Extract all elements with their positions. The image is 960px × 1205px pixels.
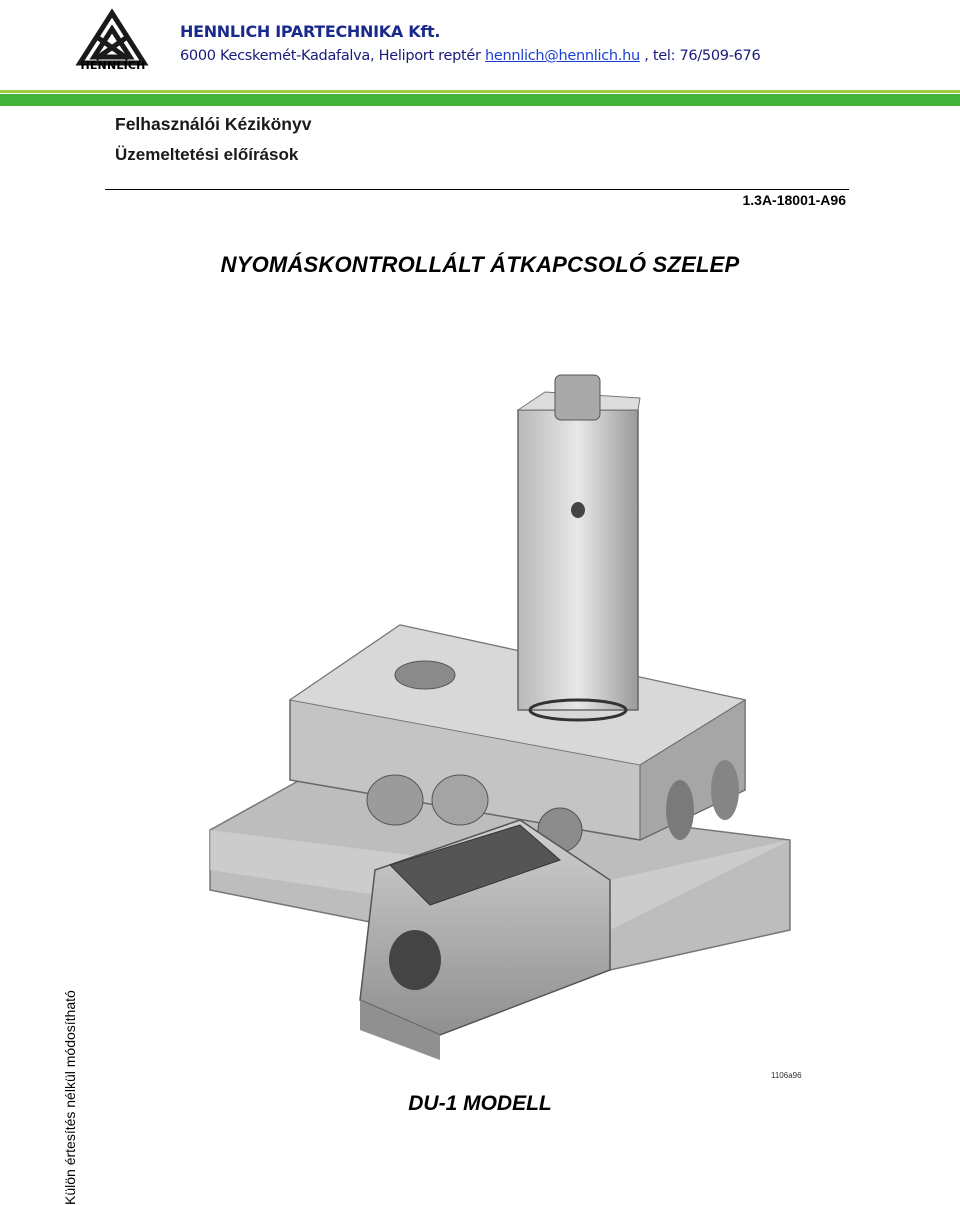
title-rule bbox=[105, 189, 849, 190]
document-code: 1.3A-18001-A96 bbox=[742, 192, 846, 208]
company-address bbox=[180, 48, 760, 64]
email-link[interactable]: hennlich@hennlich.hu bbox=[485, 48, 640, 64]
document-subtitle: Üzemeltetési előírások bbox=[115, 145, 299, 164]
address-text: 6000 Kecskemét-Kadafalva, Heliport reptér bbox=[180, 48, 485, 64]
document-title: Felhasználói Kézikönyv bbox=[115, 114, 312, 134]
company-name: HENNLICH IPARTECHNIKA Kft. bbox=[180, 22, 441, 41]
valve-product-image bbox=[200, 370, 810, 1060]
side-note: Külön értesítés nélkül módosítható bbox=[62, 990, 78, 1205]
figure-code: 1106a96 bbox=[771, 1071, 802, 1080]
main-title: NYOMÁSKONTROLLÁLT ÁTKAPCSOLÓ SZELEP bbox=[220, 252, 740, 277]
header-divider bbox=[0, 94, 960, 106]
logo-text: HENNLICH bbox=[80, 59, 146, 72]
header-divider-thin bbox=[0, 90, 960, 93]
model-caption: DU-1 MODELL bbox=[408, 1092, 552, 1115]
phone-text: , tel: 76/509-676 bbox=[639, 48, 761, 64]
